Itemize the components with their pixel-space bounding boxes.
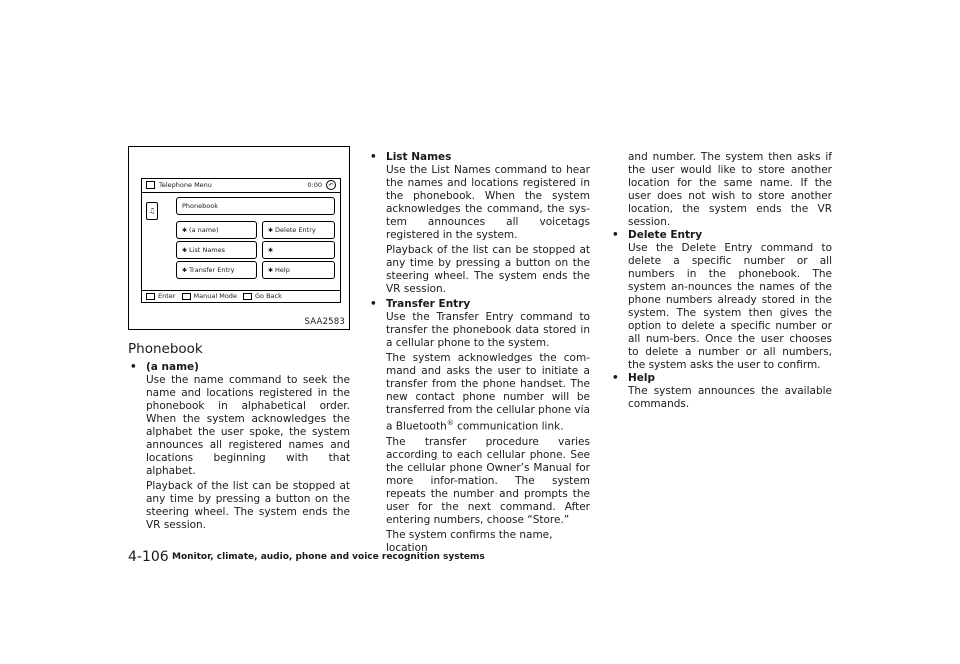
- help-button[interactable]: [262, 261, 335, 279]
- enter-label: Enter: [158, 292, 176, 300]
- voice-prompt-icon: ♫: [146, 202, 158, 220]
- section-heading: Phonebook: [128, 341, 203, 357]
- item-title-help: • Help: [610, 372, 832, 385]
- screen-title-bar: [142, 179, 340, 193]
- figure-code: SAA2583: [304, 317, 345, 327]
- item-title-list-names: • List Names: [368, 151, 590, 164]
- figure-telephone-menu: [128, 146, 350, 330]
- item-a-name-p2: Playback of the list can be stopped at any time by pressing a button on the steering wheel. The system ends the VR session.: [146, 480, 350, 531]
- voice-icon: ✱: [182, 267, 188, 274]
- item-title-a-name: • (a name): [128, 361, 350, 374]
- list-names-button-label: List Names: [189, 246, 226, 254]
- voice-icon: ✱: [268, 247, 274, 254]
- voice-icon: ✱: [268, 227, 274, 234]
- item-a-name-p1: Use the name command to seek the name and locations registered in the phonebook in alphabetical order. When the system acknowledges the alphabet the user spoke, the system announces all registered names and locations beginning with that alphabet.: [146, 374, 350, 477]
- voice-icon: ✱: [268, 267, 274, 274]
- list-names-button[interactable]: [176, 241, 257, 259]
- item-transfer-entry-p4-cont: and number. The system then asks if the user would like to store another location for the same name. If the user does not wish to store another location, the system ends the VR session.: [628, 151, 832, 228]
- screen-title: Telephone Menu: [159, 181, 212, 189]
- transfer-entry-button-label: Transfer Entry: [189, 266, 235, 274]
- item-transfer-entry-p2-text: The system acknowledges the com-mand and asks the user to initiate a transfer from the phone handset. The new contact phone number will be transferred from the cellular phone via a Bluetooth: [386, 352, 590, 433]
- item-transfer-entry-p4-start: The system confirms the name, location: [386, 528, 553, 554]
- item-list-names-p1: Use the List Names command to hear the names and locations registered in the phonebook. When the system acknowledges the command, the sys-tem announces all voicetags registered in the system.: [386, 164, 590, 241]
- back-arrow-icon: ↶: [326, 180, 336, 190]
- chapter-title: Monitor, climate, audio, phone and voice recognition systems: [172, 552, 485, 562]
- column-3: [610, 151, 832, 411]
- item-list-names-p2: Playback of the list can be stopped at any time by pressing a button on the steering wheel. The system ends the VR session.: [386, 244, 590, 295]
- phone-icon: [146, 181, 155, 189]
- telephone-menu-screen: [141, 178, 341, 303]
- item-transfer-entry-p2-tail: communication link.: [453, 420, 564, 433]
- item-title-delete-entry: • Delete Entry: [610, 229, 832, 242]
- a-name-button-label: (a name): [189, 226, 219, 234]
- go-back-label: Go Back: [255, 292, 282, 300]
- blank-button[interactable]: [262, 241, 335, 259]
- registered-mark: ®: [446, 419, 454, 427]
- help-button-label: Help: [275, 266, 290, 274]
- manual-mode-key-icon: [182, 293, 191, 300]
- column-1: [128, 361, 350, 532]
- transfer-entry-button[interactable]: [176, 261, 257, 279]
- screen-time: 0:00: [307, 181, 322, 189]
- go-back-key-icon: [243, 293, 252, 300]
- phonebook-button-label: Phonebook: [182, 202, 218, 210]
- item-delete-entry-p1: Use the Delete Entry command to delete a specific number or all numbers in the phonebook. The system an-nounces the names of the phone numbers already stored in the system. The system then gives the option to delete a specific number or all num-bers. Once the user chooses to delete a number or all numbers, the system asks the user to confirm.: [628, 242, 832, 371]
- delete-entry-button[interactable]: [262, 221, 335, 239]
- a-name-button[interactable]: [176, 221, 257, 239]
- phonebook-button[interactable]: [176, 197, 335, 215]
- item-transfer-entry-p2: [368, 352, 590, 434]
- manual-mode-label: Manual Mode: [193, 292, 237, 300]
- item-transfer-entry-p3: The transfer procedure varies according to each cellular phone. See the cellular phone Owner’s Manual for more infor-mation. The system repeats the number and prompts the user for the next command. After entering numbers, choose “Store.”: [386, 435, 590, 526]
- page-number: 4-106: [128, 549, 169, 565]
- voice-icon: ✱: [182, 227, 188, 234]
- delete-entry-button-label: Delete Entry: [275, 226, 316, 234]
- item-transfer-entry-p1: Use the Transfer Entry command to transfer the phonebook data stored in a cellular phone to the system.: [386, 311, 590, 349]
- screen-footer-bar: [142, 290, 340, 302]
- item-title-transfer-entry: • Transfer Entry: [368, 298, 590, 311]
- item-help-p1: The system announces the available commands.: [628, 385, 832, 410]
- voice-icon: ✱: [182, 247, 188, 254]
- column-2: [368, 151, 590, 555]
- enter-key-icon: [146, 293, 155, 300]
